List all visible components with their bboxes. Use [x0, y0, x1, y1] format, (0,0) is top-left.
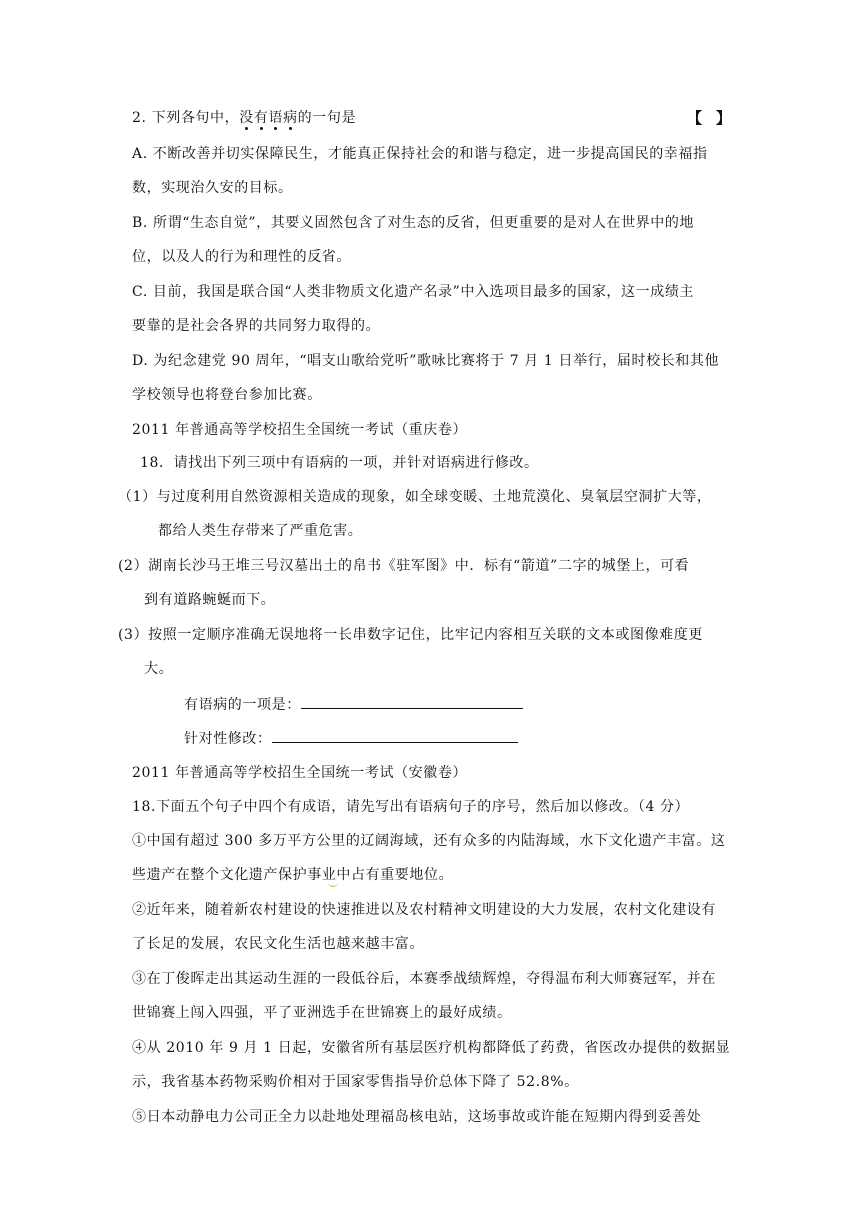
sentence-5-line1: ⑤日本动静电力公司正全力以赴地处理福岛核电站，这场事故或许能在短期内得到妥善处: [132, 1109, 702, 1125]
sentence-4-line1: ④从 2010 年 9 月 1 日起，安徽省所有基层医疗机构都降低了药费，省医改办提供的数据显: [132, 1040, 731, 1056]
q2-number: 2.: [132, 110, 147, 126]
q2-option-b-line2: 位，以及人的行为和理性的反省。: [132, 249, 351, 265]
answer-row-1: [184, 694, 523, 715]
emphasis-char: 有: [253, 110, 269, 126]
answer-label-2: 针对性修改：: [184, 731, 272, 747]
answer-row-2: [184, 728, 518, 749]
q2-option-d-line1: D. 为纪念建党 90 周年，“唱支山歌给党听”歌咏比赛将于 7 月 1 日举行，届时校长和其他: [132, 353, 720, 369]
q2-stem-part-b: 的一句是: [297, 110, 357, 126]
q18-item1-line1: （1）与过度利用自然资源相关造成的现象，如全球变暖、土地荒漠化、臭氧层空洞扩大等，: [118, 489, 712, 505]
answer-blank-2[interactable]: [272, 728, 518, 743]
sentence-3-line2: 世锦赛上闯入四强，平了亚洲选手在世锦赛上的最好成绩。: [132, 1005, 512, 1021]
q18-anhui-stem: 18.下面五个句子中四个有成语，请先写出有语病句子的序号，然后加以修改。（4 分）: [132, 799, 690, 815]
answer-bracket-left: 【: [687, 109, 703, 127]
answer-label-1: 有语病的一项是：: [184, 697, 301, 713]
emphasis-char: 没: [239, 110, 254, 126]
q2-option-c-line2: 要靠的是社会各界的共同努力取得的。: [132, 318, 381, 334]
spellcheck-squiggle: [328, 882, 338, 887]
q18-item2-line2: 到有道路蜿蜒而下。: [144, 592, 276, 608]
emphasis-char: 病: [283, 110, 298, 126]
q18-chongqing-stem: 18．请找出下列三项中有语病的一项，并针对语病进行修改。: [140, 455, 539, 471]
q2-option-a-line2: 数，实现治久安的目标。: [132, 180, 293, 196]
sentence-1-line1: ①中国有超过 300 多万平方公里的辽阔海域，还有众多的内陆海域，水下文化遗产丰富。这: [132, 833, 726, 849]
q18-item2-line1: (2）湖南长沙马王堆三号汉墓出土的帛书《驻军图》中．标有“箭道”二字的城堡上，可看: [118, 558, 690, 574]
emphasis-char: 语: [268, 110, 284, 126]
sentence-4-line2: 示，我省基本药物采购价相对于国家零售指导价总体下降了 52.8%。: [132, 1074, 579, 1090]
sentence-1-line2: 些遗产在整个文化遗产保护事业中占有重要地位。: [132, 867, 454, 883]
q18-item3-line1: (3）按照一定顺序准确无误地将一长串数字记住，比牢记内容相互关联的文本或图像难度更: [118, 627, 703, 643]
q2-stem-part-a: 下列各句中，: [151, 110, 240, 126]
section-title-chongqing: 2011 年普通高等学校招生全国统一考试（重庆卷）: [132, 422, 468, 438]
q2-option-d-line2: 学校领导也将登台参加比赛。: [132, 387, 322, 403]
sentence-2-line1: ②近年来，随着新农村建设的快速推进以及农村精神文明建设的大力发展，农村文化建设有: [132, 902, 716, 918]
q18-item3-line2: 大。: [144, 661, 174, 677]
q18-item1-line2: 都给人类生存带来了严重危害。: [158, 523, 363, 539]
q2-option-c-line1: C. 目前，我国是联合国“人类非物质文化遗产名录”中入选项目最多的国家，这一成绩主: [132, 284, 695, 300]
q2-option-a-line1: A. 不断改善并切实保障民生，才能真正保持社会的和谐与稳定，进一步提高国民的幸福指: [132, 146, 708, 162]
sentence-3-line1: ③在丁俊晖走出其运动生涯的一段低谷后，本赛季战绩辉煌，夺得温布利大师赛冠军，并在: [132, 971, 716, 987]
answer-blank-1[interactable]: [301, 694, 523, 709]
q2-option-b-line1: B. 所谓“生态自觉”，其要义固然包含了对生态的反省，但更重要的是对人在世界中的地: [132, 215, 695, 231]
answer-bracket-right: 】: [716, 109, 732, 127]
q2-stem: [132, 108, 356, 128]
section-title-anhui: 2011 年普通高等学校招生全国统一考试（安徽卷）: [132, 765, 468, 781]
sentence-2-line2: 了长足的发展，农民文化生活也越来越丰富。: [132, 936, 424, 952]
